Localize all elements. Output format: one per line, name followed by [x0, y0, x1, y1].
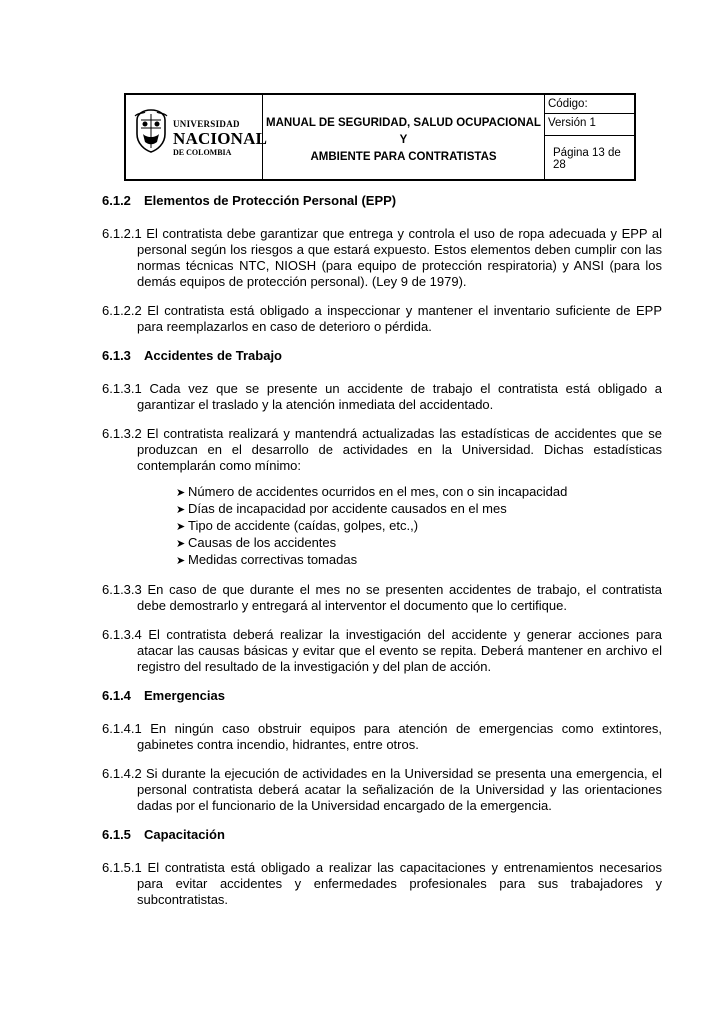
title-line1: MANUAL DE SEGURIDAD, SALUD OCUPACIONAL Y	[266, 116, 541, 146]
arrow-bullet-icon: ➤	[176, 504, 186, 516]
document-body	[102, 193, 662, 921]
coat-of-arms-icon	[133, 108, 169, 154]
section-title: Emergencias	[144, 688, 225, 703]
section-heading-613	[102, 348, 662, 364]
logo-line1: UNIVERSIDAD	[173, 119, 240, 129]
paragraph-6141: 6.1.4.1 En ningún caso obstruir equipos para atención de emergencias como extintores, gabinetes contra incendio, hidrantes, entre otros.	[102, 721, 662, 752]
list-item: ➤ Número de accidentes ocurridos en el mes, con o sin incapacidad	[176, 484, 568, 499]
document-meta	[545, 95, 634, 179]
list-item: ➤ Días de incapacidad por accidente causados en el mes	[176, 501, 507, 516]
section-number: 6.1.3	[102, 348, 131, 363]
paragraph-6121: 6.1.2.1 El contratista debe garantizar que entrega y controla el uso de ropa adecuada y EPP al personal según los riesgos a que estará expuesto. Estos elementos deben cumplir con las normas técnicas NTC, NIOSH (para equipo de protección respiratoria) y ANSI (para los demás equipos de protección personal). (Ley 9 de 1979).	[102, 226, 662, 289]
page-number: Página 13 de 28	[553, 147, 621, 171]
logo-line2: NACIONAL	[173, 129, 268, 148]
code-label: Código:	[545, 95, 634, 114]
paragraph-6131: 6.1.3.1 Cada vez que se presente un accidente de trabajo el contratista está obligado a garantizar el traslado y la atención inmediata del accidentado.	[102, 381, 662, 412]
list-item: ➤ Causas de los accidentes	[176, 535, 337, 550]
paragraph-6132: 6.1.3.2 El contratista realizará y mantendrá actualizadas las estadísticas de accidentes que se produzcan en el desarrollo de actividades en la Universidad. Dichas estadísticas contemplarán como mínimo:	[102, 426, 662, 473]
section-heading-612	[102, 193, 662, 209]
list-item: ➤ Tipo de accidente (caídas, golpes, etc.,)	[176, 518, 419, 533]
arrow-bullet-icon: ➤	[176, 555, 186, 567]
section-title: Accidentes de Trabajo	[144, 348, 282, 363]
section-title: Elementos de Protección Personal (EPP)	[144, 193, 397, 208]
section-title: Capacitación	[144, 827, 225, 842]
version-label: Versión 1	[545, 114, 634, 136]
document-title	[263, 95, 545, 179]
paragraph-6133: 6.1.3.3 En caso de que durante el mes no se presenten accidentes de trabajo, el contratista debe demostrarlo y entregará al interventor el documento que lo certifique.	[102, 582, 662, 613]
logo-wordmark	[173, 120, 267, 157]
arrow-bullet-icon: ➤	[176, 487, 186, 499]
title-line2: AMBIENTE PARA CONTRATISTAS	[310, 150, 497, 163]
logo-line3: DE COLOMBIA	[173, 148, 232, 157]
section-heading-615	[102, 827, 662, 843]
section-heading-614	[102, 688, 662, 704]
list-item: ➤ Medidas correctivas tomadas	[176, 552, 358, 567]
university-logo	[126, 95, 268, 179]
section-number: 6.1.5	[102, 827, 131, 842]
section-number: 6.1.2	[102, 193, 131, 208]
paragraph-6122: 6.1.2.2 El contratista está obligado a inspeccionar y mantener el inventario suficiente de EPP para reemplazarlos en caso de deterioro o pérdida.	[102, 303, 662, 334]
paragraph-6142: 6.1.4.2 Si durante la ejecución de actividades en la Universidad se presenta una emergencia, el personal contratista deberá acatar la señalización de la Universidad y las orientaciones dadas por el funcionario de la Universidad encargado de la emergencia.	[102, 766, 662, 813]
paragraph-6151: 6.1.5.1 El contratista está obligado a realizar las capacitaciones y entrenamientos necesarios para evitar accidentes y enfermedades profesionales para sus trabajadores y subcontratistas.	[102, 860, 662, 907]
arrow-bullet-icon: ➤	[176, 521, 186, 533]
document-header	[124, 93, 636, 181]
paragraph-6134: 6.1.3.4 El contratista deberá realizar la investigación del accidente y generar acciones para atacar las causas básicas y evitar que el evento se repita. Deberá mantener en archivo el registro del resultado de la investigación y del plan de acción.	[102, 627, 662, 674]
statistics-list	[102, 484, 662, 569]
arrow-bullet-icon: ➤	[176, 538, 186, 550]
section-number: 6.1.4	[102, 688, 131, 703]
